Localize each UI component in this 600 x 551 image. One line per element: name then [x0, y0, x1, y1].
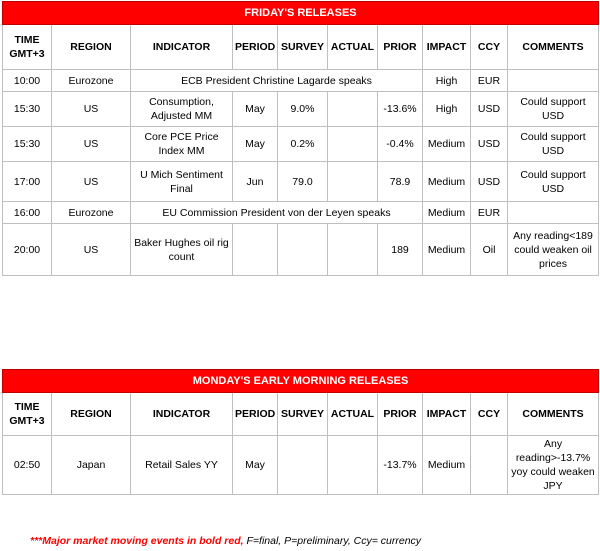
cell-period [233, 224, 278, 276]
cell-time: 20:00 [3, 224, 52, 276]
cell-comments: Could support USD [508, 162, 599, 202]
cell-time: 17:00 [3, 162, 52, 202]
cell-region: Eurozone [52, 70, 131, 92]
cell-comments: Could support USD [508, 127, 599, 162]
cell-survey: 79.0 [278, 162, 328, 202]
cell-actual [328, 92, 378, 127]
col-header-time-label: TIME GMT+3 [9, 34, 45, 60]
cell-event: EU Commission President von der Leyen speaks [131, 202, 423, 224]
col-header-actual: ACTUAL [328, 25, 378, 70]
cell-time: 10:00 [3, 70, 52, 92]
cell-actual [328, 162, 378, 202]
cell-indicator: Retail Sales YY [131, 436, 233, 495]
col-header-period: PERIOD [233, 393, 278, 436]
cell-comments: Could support USD [508, 92, 599, 127]
cell-prior: -0.4% [378, 127, 423, 162]
cell-time: 15:30 [3, 127, 52, 162]
cell-comments [508, 202, 599, 224]
cell-prior: 189 [378, 224, 423, 276]
cell-region: US [52, 127, 131, 162]
cell-impact: Medium [423, 162, 471, 202]
table-row [3, 436, 599, 495]
table-row [3, 127, 599, 162]
cell-prior: -13.6% [378, 92, 423, 127]
col-header-region: REGION [52, 393, 131, 436]
friday-releases-title: FRIDAY'S RELEASES [3, 2, 599, 25]
cell-region: Eurozone [52, 202, 131, 224]
footnote [30, 535, 421, 547]
cell-impact: High [423, 70, 471, 92]
footnote-highlight: ***Major market moving events in bold red, [30, 535, 244, 547]
footnote-legend: F=final, P=preliminary, Ccy= currency [243, 535, 422, 547]
col-header-comments: COMMENTS [508, 393, 599, 436]
cell-event: ECB President Christine Lagarde speaks [131, 70, 423, 92]
col-header-impact: IMPACT [423, 393, 471, 436]
cell-ccy: Oil [471, 224, 508, 276]
col-header-period: PERIOD [233, 25, 278, 70]
cell-indicator: U Mich Sentiment Final [131, 162, 233, 202]
col-header-time [3, 25, 52, 70]
table-row [3, 92, 599, 127]
cell-ccy [471, 436, 508, 495]
cell-indicator: Core PCE Price Index MM [131, 127, 233, 162]
table-row [3, 224, 599, 276]
cell-indicator: Baker Hughes oil rig count [131, 224, 233, 276]
cell-actual [328, 224, 378, 276]
col-header-region: REGION [52, 25, 131, 70]
cell-ccy: EUR [471, 70, 508, 92]
col-header-indicator: INDICATOR [131, 393, 233, 436]
cell-period: May [233, 127, 278, 162]
cell-impact: Medium [423, 224, 471, 276]
cell-ccy: USD [471, 92, 508, 127]
cell-survey: 9.0% [278, 92, 328, 127]
table-row [3, 202, 599, 224]
cell-period: May [233, 92, 278, 127]
cell-region: US [52, 224, 131, 276]
cell-actual [328, 127, 378, 162]
cell-comments: Any reading>-13.7% yoy could weaken JPY [508, 436, 599, 495]
col-header-time: TIME GMT+3 [3, 393, 52, 436]
col-header-actual: ACTUAL [328, 393, 378, 436]
cell-survey [278, 436, 328, 495]
monday-releases-title: MONDAY'S EARLY MORNING RELEASES [3, 370, 599, 393]
cell-impact: Medium [423, 127, 471, 162]
cell-impact: Medium [423, 436, 471, 495]
cell-survey [278, 224, 328, 276]
cell-region: US [52, 162, 131, 202]
col-header-survey: SURVEY [278, 25, 328, 70]
cell-impact: Medium [423, 202, 471, 224]
friday-releases-table [2, 1, 599, 276]
cell-time: 02:50 [3, 436, 52, 495]
cell-comments [508, 70, 599, 92]
col-header-impact: IMPACT [423, 25, 471, 70]
col-header-ccy: CCY [471, 25, 508, 70]
cell-impact: High [423, 92, 471, 127]
col-header-prior: PRIOR [378, 25, 423, 70]
cell-ccy: USD [471, 127, 508, 162]
cell-period: Jun [233, 162, 278, 202]
col-header-indicator: INDICATOR [131, 25, 233, 70]
cell-period: May [233, 436, 278, 495]
cell-region: Japan [52, 436, 131, 495]
table-row [3, 162, 599, 202]
cell-actual [328, 436, 378, 495]
col-header-prior: PRIOR [378, 393, 423, 436]
col-header-ccy: CCY [471, 393, 508, 436]
cell-region: US [52, 92, 131, 127]
monday-releases-table [2, 369, 599, 495]
cell-survey: 0.2% [278, 127, 328, 162]
cell-indicator: Consumption, Adjusted MM [131, 92, 233, 127]
cell-comments: Any reading<189 could weaken oil prices [508, 224, 599, 276]
cell-ccy: USD [471, 162, 508, 202]
cell-time: 16:00 [3, 202, 52, 224]
table-row [3, 70, 599, 92]
cell-ccy: EUR [471, 202, 508, 224]
col-header-comments: COMMENTS [508, 25, 599, 70]
cell-time: 15:30 [3, 92, 52, 127]
cell-prior: 78.9 [378, 162, 423, 202]
col-header-survey: SURVEY [278, 393, 328, 436]
cell-prior: -13.7% [378, 436, 423, 495]
